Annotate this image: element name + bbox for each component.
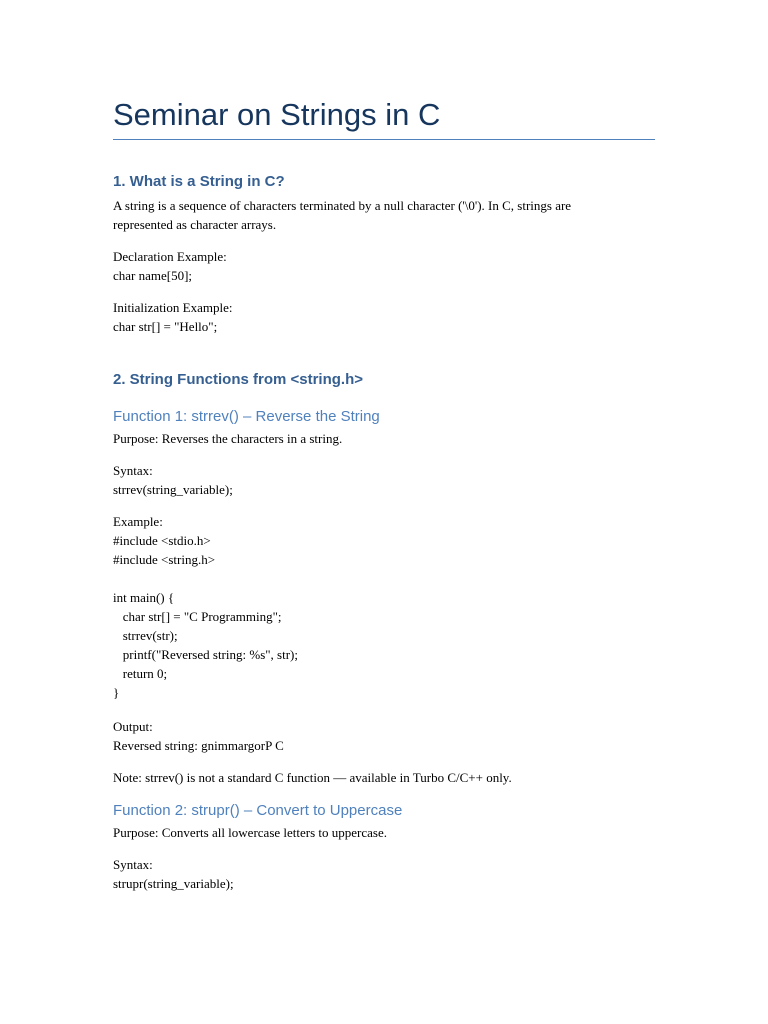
code-line: strrev(str); [113,628,178,643]
title-underline-rule [113,139,655,140]
document-page [113,0,655,1024]
section-heading-string-functions: 2. String Functions from <string.h> [113,371,364,388]
strupr-purpose: Purpose: Converts all lowercase letters to uppercase. [113,825,387,840]
document-title: Seminar on Strings in C [113,97,441,132]
strupr-syntax-label: Syntax: [113,857,153,872]
strrev-note: Note: strrev() is not a standard C function — available in Turbo C/C++ only. [113,770,512,785]
strrev-syntax-label: Syntax: [113,463,153,478]
strrev-syntax-code: strrev(string_variable); [113,482,233,497]
paragraph-line: A string is a sequence of characters terminated by a null character ('\0'). In C, strings are [113,198,572,213]
strrev-purpose: Purpose: Reverses the characters in a string. [113,431,343,446]
subheading-strupr: Function 2: strupr() – Convert to Uppercase [113,802,403,819]
paragraph-line: represented as character arrays. [113,217,277,232]
code-line: #include <stdio.h> [113,533,211,548]
declaration-label: Declaration Example: [113,249,227,264]
code-line: #include <string.h> [113,552,216,567]
code-line: return 0; [113,666,168,681]
initialization-code: char str[] = "Hello"; [113,319,218,334]
strupr-syntax-code: strupr(string_variable); [113,876,234,891]
declaration-code: char name[50]; [113,268,193,283]
strrev-output-label: Output: [113,719,153,734]
subheading-strrev: Function 1: strrev() – Reverse the String [113,408,380,425]
code-line: } [113,685,120,700]
section-heading-what-is-string: 1. What is a String in C? [113,173,285,190]
strrev-output-text: Reversed string: gnimmargorP C [113,738,284,753]
code-line: char str[] = "C Programming"; [113,609,282,624]
initialization-label: Initialization Example: [113,300,233,315]
code-line: printf("Reversed string: %s", str); [113,647,298,662]
strrev-example-label: Example: [113,514,163,529]
code-line: int main() { [113,590,175,605]
